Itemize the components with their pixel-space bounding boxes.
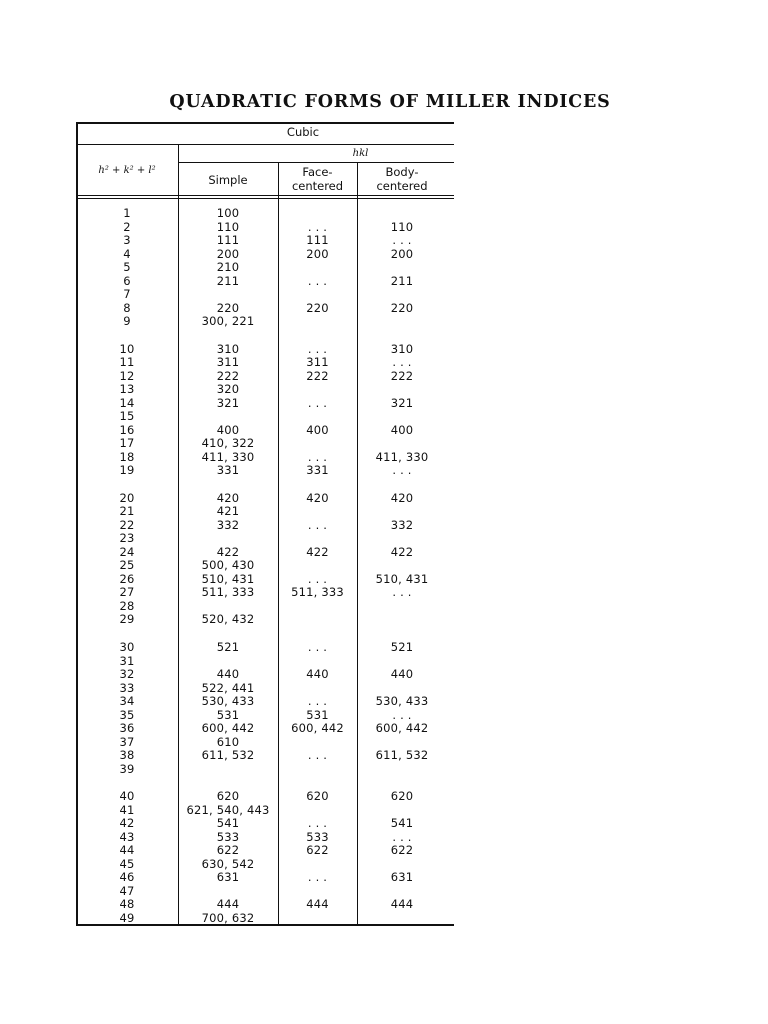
cell-body-centered: 611, 532: [375, 748, 429, 763]
header-face-line2: centered: [291, 179, 344, 193]
cell-simple: 300, 221: [201, 314, 255, 328]
cell-simple: 631: [216, 870, 240, 885]
cell-sum: 10: [119, 341, 135, 356]
cell-sum: 35: [119, 707, 135, 722]
cell-sum: 23: [119, 531, 135, 546]
cell-sum: 48: [119, 897, 135, 912]
cell-body-centered: 420: [390, 490, 414, 505]
cell-sum: 21: [119, 504, 135, 519]
cell-simple: 222: [216, 368, 240, 383]
cell-simple: 520, 432: [201, 612, 255, 627]
rule-header-bottom-2: [76, 198, 454, 199]
cell-face-centered: . . .: [307, 571, 328, 586]
cell-sum: 45: [119, 856, 135, 871]
cell-sum: 39: [119, 761, 135, 776]
cell-simple: 630, 542: [201, 856, 255, 871]
cell-simple: 533: [216, 829, 240, 844]
cell-simple: 311: [216, 355, 240, 370]
cell-simple: 321: [216, 395, 240, 410]
cell-sum: 38: [119, 748, 135, 763]
cell-simple: 411, 330: [201, 449, 255, 464]
cell-sum: 44: [119, 843, 135, 858]
cell-simple: 522, 441: [201, 680, 255, 695]
cell-face-centered: . . .: [307, 870, 328, 885]
cell-sum: 4: [123, 246, 131, 261]
cell-sum: 27: [119, 585, 135, 600]
cell-sum: 31: [119, 653, 135, 668]
cell-simple: 700, 632: [201, 910, 255, 925]
cell-face-centered: 200: [306, 246, 329, 261]
cell-body-centered: 211: [390, 273, 414, 288]
cell-body-centered: 321: [390, 395, 414, 410]
cell-sum: 36: [119, 721, 135, 736]
cell-sum: 32: [119, 667, 135, 682]
cell-body-centered: 220: [390, 300, 414, 315]
cell-face-centered: 220: [306, 300, 329, 315]
cell-sum: 25: [119, 558, 135, 573]
cell-simple: 211: [216, 273, 240, 288]
cell-body-centered: 510, 431: [375, 571, 429, 586]
cell-simple: 110: [216, 219, 240, 234]
cell-body-centered: 444: [390, 897, 414, 912]
cell-sum: 43: [119, 829, 135, 844]
cell-body-centered: 440: [390, 667, 414, 682]
cell-face-centered: . . .: [307, 640, 328, 655]
cell-body-centered: . . .: [392, 829, 412, 844]
cell-face-centered: 331: [306, 463, 329, 478]
cell-body-centered: 620: [390, 789, 414, 804]
cell-simple: 521: [216, 640, 240, 655]
cell-body-centered: 631: [390, 870, 414, 885]
cell-simple: 440: [216, 667, 240, 682]
cell-sum: 3: [123, 233, 131, 247]
cell-body-centered: 110: [390, 219, 414, 234]
cell-face-centered: 222: [306, 368, 329, 383]
cell-face-centered: 533: [306, 829, 329, 844]
cell-body-centered: 530, 433: [375, 694, 429, 709]
cell-simple: 620: [216, 789, 240, 804]
rule-header-bottom-1: [76, 195, 454, 196]
cell-sum: 29: [119, 612, 135, 627]
cell-sum: 1: [123, 206, 131, 220]
cell-sum: 17: [119, 436, 135, 451]
cell-face-centered: 422: [306, 544, 329, 559]
cell-body-centered: 332: [390, 517, 414, 532]
cell-face-centered: . . .: [307, 816, 328, 831]
cell-face-centered: 600, 442: [291, 721, 344, 736]
cell-simple: 500, 430: [201, 558, 255, 573]
cell-sum: 9: [123, 314, 131, 328]
cell-simple: 422: [216, 544, 240, 559]
page-title: QUADRATIC FORMS OF MILLER INDICES: [169, 92, 611, 112]
header-cubic: Cubic: [286, 125, 320, 139]
cell-sum: 30: [119, 640, 135, 655]
cell-simple: 531: [216, 707, 240, 722]
header-hkl: hkl: [352, 148, 369, 159]
header-face-line1: Face-: [302, 165, 333, 179]
cell-sum: 41: [119, 802, 135, 817]
cell-simple: 200: [216, 246, 240, 261]
cell-body-centered: . . .: [392, 707, 412, 722]
header-body-line2: centered: [376, 179, 428, 193]
rule-below-cubic: [76, 144, 454, 145]
cell-sum: 16: [119, 422, 135, 437]
cell-body-centered: 622: [390, 843, 414, 858]
cell-sum: 6: [123, 273, 131, 288]
cell-simple: 400: [216, 422, 240, 437]
cell-sum: 8: [123, 300, 131, 315]
rule-top: [76, 122, 454, 124]
cell-simple: 210: [216, 260, 240, 274]
cell-sum: 33: [119, 680, 135, 695]
miller-indices-table: [76, 122, 454, 926]
cell-sum: 42: [119, 816, 135, 831]
cell-simple: 510, 431: [201, 571, 255, 586]
cell-simple: 220: [216, 300, 240, 315]
cell-face-centered: 444: [306, 897, 329, 912]
cell-face-centered: 531: [306, 707, 329, 722]
cell-simple: 530, 433: [201, 694, 255, 709]
cell-sum: 19: [119, 463, 135, 478]
cell-simple: 331: [216, 463, 240, 478]
cell-body-centered: 222: [390, 368, 414, 383]
cell-simple: 320: [216, 382, 240, 397]
cell-sum: 22: [119, 517, 135, 532]
header-sum: h² + k² + l²: [98, 165, 156, 176]
cell-face-centered: 622: [306, 843, 329, 858]
cell-body-centered: . . .: [392, 355, 412, 370]
cell-sum: 46: [119, 870, 135, 885]
cell-simple: 421: [216, 504, 240, 519]
cell-sum: 37: [119, 734, 135, 749]
cell-sum: 20: [119, 490, 135, 505]
cell-body-centered: . . .: [392, 233, 412, 247]
cell-face-centered: . . .: [307, 517, 328, 532]
cell-sum: 40: [119, 789, 135, 804]
cell-face-centered: . . .: [307, 219, 328, 234]
cell-simple: 444: [216, 897, 240, 912]
cell-body-centered: 400: [390, 422, 414, 437]
cell-face-centered: . . .: [307, 748, 328, 763]
cell-sum: 13: [119, 382, 135, 397]
cell-face-centered: 511, 333: [291, 585, 344, 600]
cell-body-centered: 422: [390, 544, 414, 559]
cell-sum: 24: [119, 544, 135, 559]
cell-face-centered: 440: [306, 667, 329, 682]
cell-sum: 34: [119, 694, 135, 709]
cell-simple: 100: [216, 206, 240, 220]
cell-face-centered: 620: [306, 789, 329, 804]
cell-body-centered: 310: [390, 341, 414, 356]
cell-face-centered: . . .: [307, 449, 328, 464]
cell-simple: 511, 333: [201, 585, 255, 600]
cell-sum: 15: [119, 409, 135, 424]
cell-simple: 310: [216, 341, 240, 356]
cell-body-centered: 200: [390, 246, 414, 261]
header-body-line1: Body-: [385, 165, 419, 179]
cell-sum: 14: [119, 395, 135, 410]
cell-simple: 600, 442: [201, 721, 255, 736]
cell-body-centered: 411, 330: [375, 449, 429, 464]
cell-sum: 49: [119, 910, 135, 925]
cell-sum: 12: [119, 368, 135, 383]
cell-simple: 541: [216, 816, 240, 831]
cell-face-centered: 111: [306, 233, 329, 247]
cell-face-centered: . . .: [307, 341, 328, 356]
cell-body-centered: . . .: [392, 585, 412, 600]
cell-face-centered: 400: [306, 422, 329, 437]
header-simple: Simple: [208, 173, 248, 187]
cell-body-centered: 541: [390, 816, 414, 831]
cell-sum: 5: [123, 260, 131, 274]
cell-face-centered: . . .: [307, 395, 328, 410]
cell-simple: 611, 532: [201, 748, 255, 763]
cell-simple: 622: [216, 843, 240, 858]
cell-sum: 11: [119, 355, 135, 370]
cell-face-centered: 311: [306, 355, 329, 370]
cell-sum: 26: [119, 571, 135, 586]
cell-body-centered: 521: [390, 640, 414, 655]
cell-simple: 621, 540, 443: [186, 802, 270, 817]
cell-simple: 332: [216, 517, 240, 532]
cell-simple: 420: [216, 490, 240, 505]
cell-sum: 28: [119, 598, 135, 613]
rule-below-hkl: [178, 162, 454, 163]
cell-body-centered: . . .: [392, 463, 412, 478]
cell-face-centered: 420: [306, 490, 329, 505]
cell-face-centered: . . .: [307, 694, 328, 709]
cell-simple: 610: [216, 734, 240, 749]
cell-simple: 111: [216, 233, 240, 247]
cell-sum: 7: [123, 287, 131, 301]
cell-sum: 2: [123, 219, 131, 234]
cell-sum: 18: [119, 449, 135, 464]
cell-sum: 47: [119, 883, 135, 898]
cell-body-centered: 600, 442: [375, 721, 429, 736]
cell-simple: 410, 322: [201, 436, 255, 451]
cell-face-centered: . . .: [307, 273, 328, 288]
